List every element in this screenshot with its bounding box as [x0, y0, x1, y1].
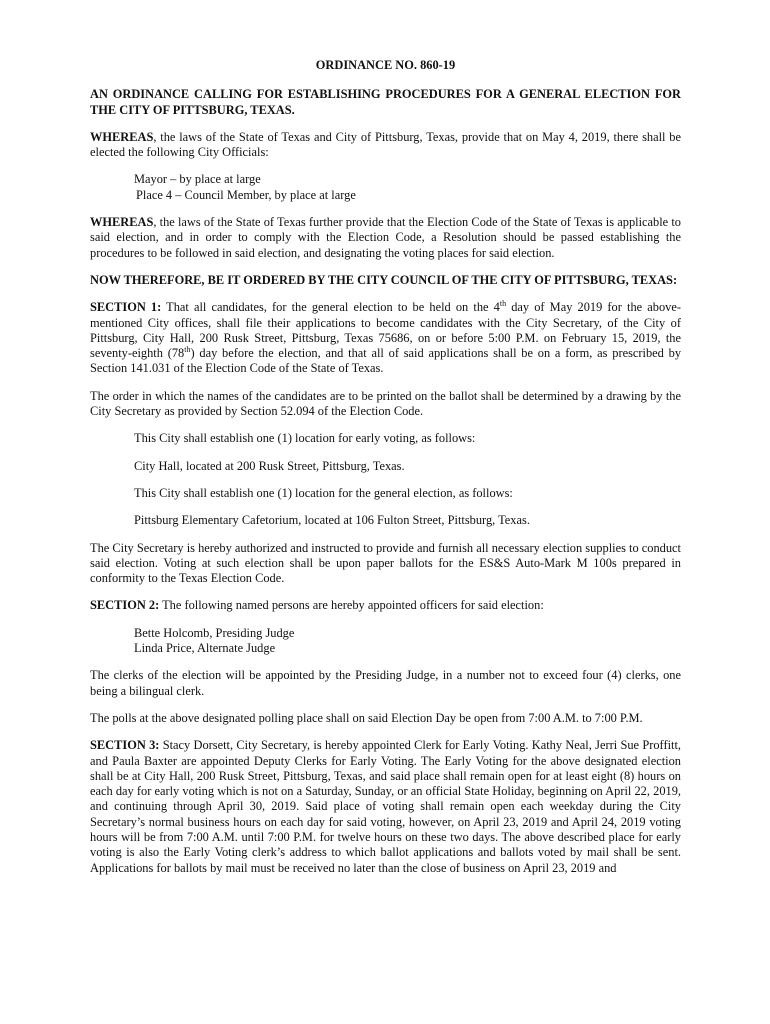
- section-1-paragraph: [90, 300, 681, 376]
- whereas-text: , the laws of the State of Texas and City of Pittsburg, Texas, provide that on May 4, 2019, there shall be elected the following City Officials:: [90, 129, 681, 160]
- section-3-label: SECTION 3:: [90, 738, 160, 753]
- section-3-text: Stacy Dorsett, City Secretary, is hereby appointed Clerk for Early Voting. Kathy Neal, Jerri Sue Proffitt, and Paula Baxter are appointed Deputy Clerks for Early Voting. The Early Voting for the above designated election shall be at City Hall, 200 Rusk Street, Pittsburg, Texas, and said place shall remain open for at least eight (8) hours on each day for early voting which is not on a Saturday, Sunday, or an official State Holiday, beginning on April 22, 2019, and continuing through April 30, 2019. Said place of voting shall remain open each weekday during the City Secretary’s normal business hours on each day for said voting, however, on April 23, 2019 and April 24, 2019 voting hours will be from 7:00 A.M. until 7:00 P.M. for twelve hours on these two days. The above described place for early voting is also the Early Voting clerk’s address to which ballot applications and ballots voted by mail shall be sent. Applications for ballots by mail must be received no later than the close of business on April 23, 2019 and: [90, 738, 681, 875]
- officials-list: [134, 172, 681, 203]
- judge-item: Bette Holcomb, Presiding Judge: [134, 625, 295, 640]
- ordinance-heading: AN ORDINANCE CALLING FOR ESTABLISHING PROCEDURES FOR A GENERAL ELECTION FOR THE CITY OF PITTSBURG, TEXAS.: [90, 87, 681, 117]
- judges-list: [134, 626, 681, 657]
- ordinance-document: [90, 58, 681, 888]
- official-item: Place 4 – Council Member, by place at large: [136, 187, 356, 202]
- section-2-paragraph: [90, 598, 681, 613]
- whereas-label: WHEREAS: [90, 129, 154, 144]
- ordinal-suffix: th: [184, 345, 191, 355]
- clerks-paragraph: The clerks of the election will be appointed by the Presiding Judge, in a number not to exceed four (4) clerks, one being a bilingual clerk.: [90, 668, 681, 698]
- whereas-text: , the laws of the State of Texas further provide that the Election Code of the State of Texas is applicable to said election, and in order to comply with the Election Code, a Resolution should be passed establishing the procedures to be followed in said election, and designating the voting places for said election.: [90, 215, 681, 260]
- section-1-label: SECTION 1:: [90, 300, 162, 315]
- secretary-paragraph: The City Secretary is hereby authorized and instructed to provide and furnish all necessary election supplies to conduct said election. Voting at such election shall be upon paper ballots for the ES&S Auto-Mark M 100s prepared in conformity to the Texas Election Code.: [90, 540, 681, 586]
- ballot-order-paragraph: The order in which the names of the candidates are to be printed on the ballot shall be determined by a drawing by the City Secretary as provided by Section 52.094 of the Election Code.: [90, 388, 681, 419]
- section-2-label: SECTION 2:: [90, 598, 160, 613]
- ordered-heading: NOW THEREFORE, BE IT ORDERED BY THE CITY COUNCIL OF THE CITY OF PITTSBURG, TEXAS:: [90, 272, 678, 287]
- section-1-text-c: ) day before the election, and that all of said applications shall be on a form, as prescribed by Section 141.031 of the Election Code of the State of Texas.: [90, 346, 682, 376]
- early-location-intro: This City shall establish one (1) location for early voting, as follows:: [134, 431, 476, 446]
- general-location: Pittsburg Elementary Cafetorium, located at 106 Fulton Street, Pittsburg, Texas.: [134, 513, 530, 528]
- official-item: Mayor – by place at large: [134, 172, 261, 187]
- whereas-label: WHEREAS: [90, 215, 154, 230]
- general-location-intro: This City shall establish one (1) location for the general election, as follows:: [134, 485, 513, 500]
- whereas-paragraph-2: [90, 215, 681, 261]
- section-1-text-a: That all candidates, for the general election to be held on the 4: [161, 300, 500, 315]
- polls-paragraph: The polls at the above designated polling place shall on said Election Day be open from 7:00 A.M. to 7:00 P.M.: [90, 710, 643, 725]
- ordinal-suffix: th: [499, 299, 507, 309]
- whereas-paragraph-1: [90, 130, 681, 161]
- section-2-text: The following named persons are hereby appointed officers for said election:: [159, 598, 544, 613]
- section-3-paragraph: [90, 738, 681, 876]
- early-location: City Hall, located at 200 Rusk Street, Pittsburg, Texas.: [134, 458, 405, 473]
- ordinance-title: ORDINANCE NO. 860-19: [315, 58, 456, 72]
- section-1-text-b: day of May 2019 for the above-mentioned City offices, shall file their applications to become candidates with the City Secretary, of the City of Pittsburg, City Hall, 200 Rusk Street, Pittsburg, Texas 75686, on or before 5:00 P.M. on February 15, 2019, the seventy-eighth (78: [90, 300, 681, 361]
- judge-item: Linda Price, Alternate Judge: [134, 641, 276, 656]
